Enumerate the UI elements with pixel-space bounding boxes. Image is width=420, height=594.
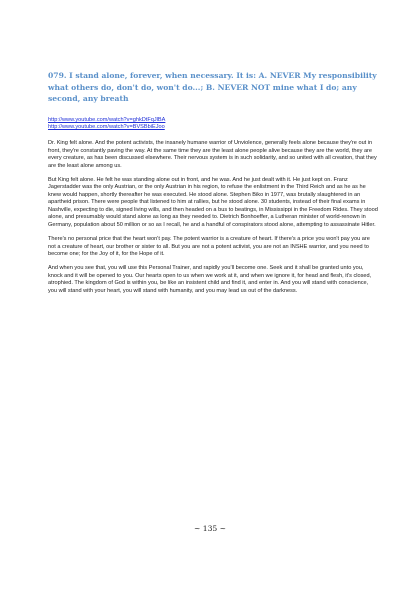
youtube-link-1[interactable]: http://www.youtube.com/watch?v=ghkDtFqJlBA: [48, 117, 166, 123]
paragraph-3: There's no personal price that the heart won't pay. The potent warrior is a creature of heart. If there's a price you won't pay you are not a creature of heart, our brother or sister to all. But you are not a potent activist, you are not an INSHE warrior, and you need to become one; for the Joy of it, for the Hope of it.: [48, 236, 370, 258]
link-list: [48, 117, 165, 132]
paragraph-4: And when you see that, you will use this Personal Trainer, and rapidly you'll become one. Seek and it shall be granted unto you, knock and it will be opened to you. Our hearts open to us when we work at it, and when we ignore it, for head and flesh, it's closed, atrophied. The kingdom of God is within you, be like an insistent child and find it, and enter in. And you will stand with conscience, you will stand with your heart, you will stand with humanity, and you may lead us out of the darkness.: [48, 265, 372, 294]
body-text: [48, 140, 378, 302]
youtube-link-2[interactable]: http://www.youtube.com/watch?v=BVSBbiEJoo: [48, 124, 165, 131]
page-number: ~ 135 ~: [193, 524, 227, 533]
paragraph-2: But King felt alone. He felt he was standing alone out in front, and he was. And he just dealt with it. He just kept on. Franz Jagerstadder was the only Austrian, or the only Austrian in his region, to refuse the enlistment in the Third Reich and as he as he knew would happen, shortly thereafter he was executed. He stood alone. Stephen Biko in 1977, was brutally slaughtered in an apartheid prison. There were people that listened to him at rallies, but he stood alone. 30 students, instead of their final exams in Nashville, expecting to die, signed living wills, and then headed on a bus to beatings, in Mississippi in the Freedom Rides. They stood alone, and presumably would stand alone as long as they needed to. Dietrich Bonhoeffer, a Lutheran minister of world-renown in Germany, population about 50 million or so as I recall, he and a handful of conspirators stood alone, attempting to assassinate Hitler.: [48, 176, 378, 228]
section-heading: 079. I stand alone, forever, when necessary. It is: A. NEVER My responsibility what others do, don't do, won't do...; B. NEVER NOT mine what I do; any second, any breath: [48, 71, 377, 103]
paragraph-1: Dr. King felt alone. And the potent activists, the insanely humane warrior of Unviolence, generally feels alone because they're out in front, they're constantly paving the way. At the same time they are the least alone people alive because they are the world, they are every creature, as has been discussed elsewhere. Their nervous system is in such solidarity, and so united with all creation, that they are the least alone among us.: [48, 140, 377, 169]
